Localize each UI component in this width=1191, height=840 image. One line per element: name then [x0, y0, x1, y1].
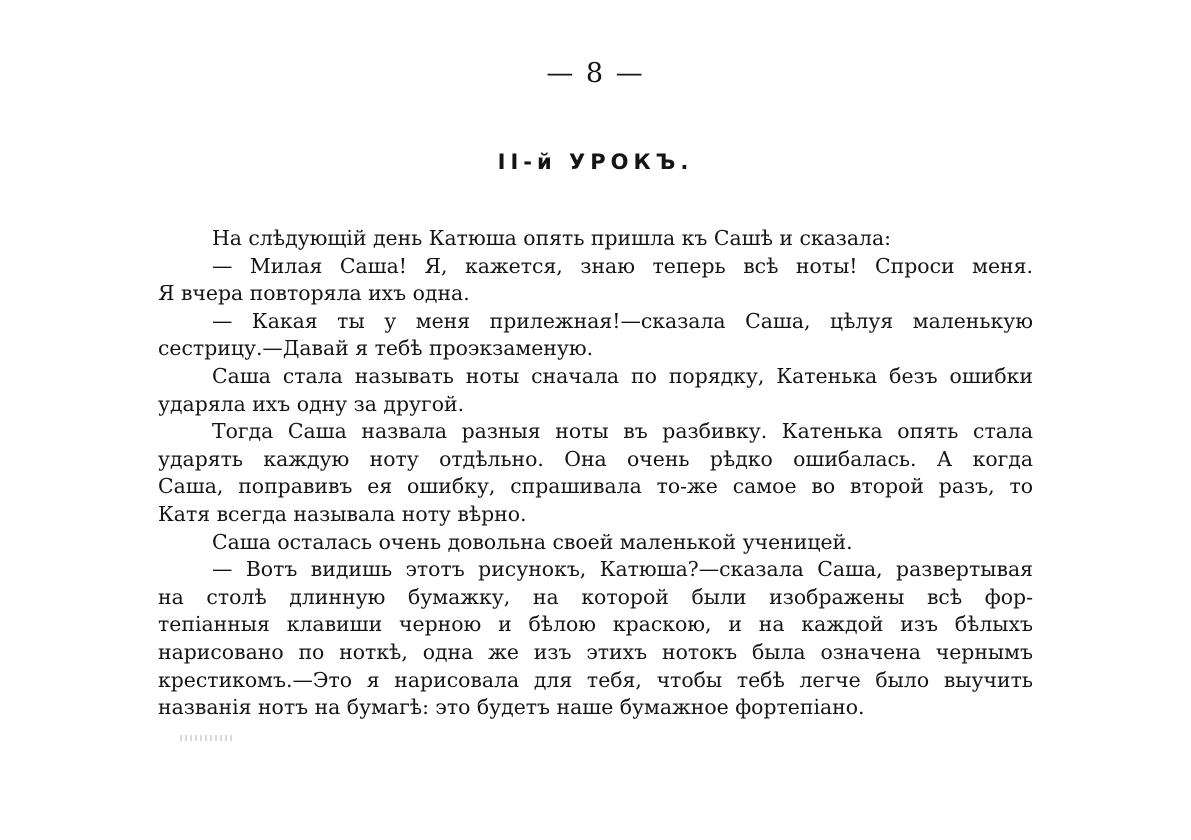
text-line: — Вотъ видишь этотъ рисунокъ, Катюша?—сказала Саша, развертывая: [212, 557, 1033, 582]
text-line: сестрицу.—Давай я тебѣ проэкзаменую.: [158, 336, 594, 361]
text-line: Саша осталась очень довольна своей маленькой ученицей.: [212, 529, 853, 554]
text-line: на столѣ длинную бумажку, на которой были изображены всѣ фор-: [158, 584, 1033, 609]
text-line: нарисовано по ноткѣ, одна же изъ этихъ нотокъ была означена чернымъ: [158, 639, 1033, 664]
text-line: Катя всегда называла ноту вѣрно.: [158, 501, 527, 526]
text-line: — Милая Саша! Я, кажется, знаю теперь всѣ ноты! Спроси меня.: [212, 253, 1033, 278]
scan-speck: [180, 735, 235, 741]
page-number: — 8 —: [546, 58, 645, 89]
text-line: названія нотъ на бумагѣ: это будетъ наше бумажное фортепіано.: [158, 695, 865, 720]
text-line: Саша, поправивъ ея ошибку, спрашивала то-же самое во второй разъ, то: [158, 474, 1033, 499]
text-line: На слѣдующій день Катюша опять пришла къ Сашѣ и сказала:: [212, 226, 892, 250]
text-line: крестикомъ.—Это я нарисовала для тебя, чтобы тебѣ легче было выучить: [158, 667, 1033, 692]
text-line: Саша стала называть ноты сначала по порядку, Катенька безъ ошибки: [212, 363, 1033, 388]
text-line: ударять каждую ноту отдѣльно. Она очень рѣдко ошибалась. А когда: [158, 446, 1033, 471]
text-line: тепіанныя клавиши черною и бѣлою краскою, и на каждой изъ бѣлыхъ: [158, 612, 1033, 637]
text-line: — Какая ты у меня прилежная!—сказала Саша, цѣлуя маленькую: [212, 308, 1033, 333]
text-line: Тогда Саша назвала разныя ноты въ разбивку. Катенька опять стала: [212, 419, 1033, 444]
body-text: [158, 225, 1033, 722]
chapter-title: II-й УРОКЪ.: [497, 150, 694, 174]
text-line: Я вчера повторяла ихъ одна.: [158, 281, 470, 306]
text-line: ударяла ихъ одну за другой.: [158, 391, 465, 416]
